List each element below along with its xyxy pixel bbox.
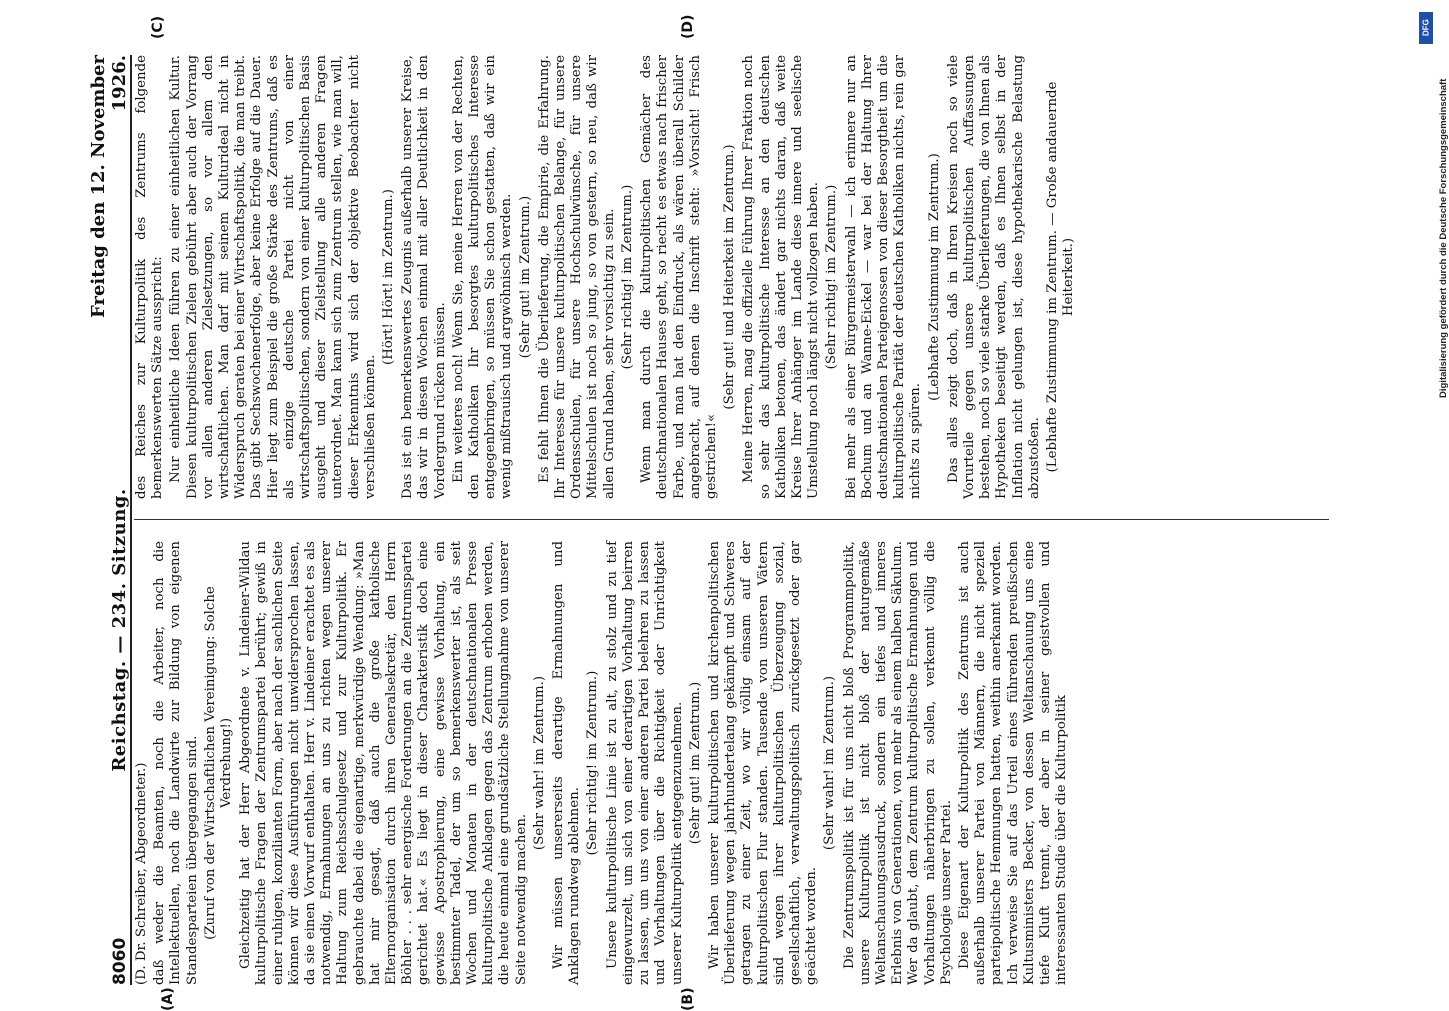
margin-marker-c: (C)	[150, 15, 166, 39]
paragraph: des Reiches zur Kulturpolitik des Zentrums folgende bemerkenswerten Sätze ausspricht:	[134, 55, 166, 499]
interjection: (Hört! Hört! im Zentrum.)	[381, 189, 397, 365]
session-date: Freitag den 12. November 1926.	[88, 55, 130, 318]
interjection: (Sehr gut! im Zentrum.)	[687, 681, 703, 845]
page-number: 8060	[110, 937, 130, 985]
paragraph: Nur einheitliche Ideen führen zu einer einheitlichen Kultur. Diesen kulturpolitischen Zielen gebührt aber auch der Vorrang vor allen anderen Zielsetzungen, so vor allem den wirtschaftlichen. Man darf mit seinem Kulturideal nicht in Widerspruch geraten bei einer Wirtschaftspolitik, die man treibt. Das gibt Sechswochenerfolge, aber keine Erfolge auf die Dauer. Hier liegt zum Beispiel die große Stärke des Zentrums, daß es als einzige deutsche Partei nicht von einer wirtschaftspolitischen, sondern von einer kulturpolitischen Basis ausgeht und dieser Zielstellung alle anderen Fragen unterordnet. Man kann sich zum Zentrum stellen, wie man will, dieser Erkenntnis wird sich der objektive Beobachter nicht verschließen können.	[168, 55, 378, 499]
text-column-right	[134, 55, 1080, 499]
paragraph: Das ist ein bemerkenswertes Zeugnis außerhalb unserer Kreise, das wir in diesen Wochen einmal mit aller Deutlichkeit in den Vordergrund rücken müssen.	[400, 55, 448, 499]
interjection: (Sehr gut! im Zentrum.)	[517, 195, 533, 359]
paragraph: Unsere kulturpolitische Linie ist zu alt, zu stolz und zu tief eingewurzelt, um sich von einer derartigen Vorhaltung beirren zu lassen, um uns von einer anderen Partei belehren zu lassen und Vorhaltungen über die Richtigkeit oder Unrichtigkeit unserer Kulturpolitik entgegenzunehmen.	[604, 541, 685, 985]
margin-marker-b: (B)	[680, 987, 696, 1011]
page-header	[90, 55, 132, 985]
margin-marker-a: (A)	[160, 987, 176, 1011]
paragraph: Wenn man durch die kulturpolitischen Gemächer des deutschnationalen Hauses geht, so riecht es etwas nach frischer Farbe, und man hat den Eindruck, als wären überall Schilder angebracht, auf denen die Inschrift steht: »Vorsicht! Frisch gestrichen!«	[639, 55, 719, 499]
interjection: (Sehr wahr! im Zentrum.)	[531, 675, 547, 851]
paragraph: (D. Dr. Schreiber, Abgeordneter.)	[134, 762, 149, 985]
paragraph: Ein weiteres noch! Wenn Sie, meine Herren von der Rechten, den Katholiken Ihr besorgtes kulturpolitisches Interesse entgegenbringen, so müssen Sie schon gestatten, daß wir ein wenig mißtrauisch und argwöhnisch werden.	[450, 55, 515, 499]
interjection: (Sehr richtig! im Zentrum.)	[824, 184, 840, 370]
interjection: (Sehr richtig! im Zentrum.)	[585, 670, 601, 856]
interjection: (Sehr gut! und Heiterkeit im Zentrum.)	[722, 144, 738, 410]
interjection: (Sehr richtig! im Zentrum.)	[619, 184, 635, 370]
margin-marker-d: (D)	[680, 14, 696, 39]
column-divider	[134, 519, 1329, 520]
funding-credit-text: Digitalisierung gefördert durch die Deutsche Forschungsgemeinschaft	[1438, 78, 1449, 398]
funding-credit	[1416, 8, 1449, 992]
interjection: (Zuruf von der Wirtschaftlichen Vereinigung: Solche Verdrehung!)	[202, 586, 235, 940]
rotated-document-page	[88, 14, 1335, 1011]
paragraph: Diese Eigenart der Kulturpolitik des Zentrums ist auch außerhalb unserer Partei von Männern, die nicht speziell parteipolitische Hemmungen hatten, weithin anerkannt worden. Ich verweise Sie auf das Urteil eines führenden preußischen Kultusministers Becker, von dessen Weltanschauung uns eine tiefe Kluft trennt, der aber in seiner geistvollen und interessanten Studie über die Kulturpolitik	[956, 541, 1070, 985]
paragraph: daß weder die Beamten, noch die Arbeiter, noch die Intellektuellen, noch die Landwirte zur Bildung von eigenen Standesparteien übergegangen sind.	[152, 541, 200, 985]
paragraph: Wir haben unserer kulturpolitischen und kirchenpolitischen Überlieferung wegen jahrhundertelang gekämpft und Schweres getragen zu einer Zeit, wo wir völlig einsam auf der kulturpolitischen Flur standen. Tausende von unseren Vätern sind wegen ihrer kulturpolitischen Überzeugung sozial, gesellschaftlich, verwaltungspolitisch zurückgesetzt oder gar geächtet worden.	[706, 541, 820, 985]
interjection: (Sehr wahr! im Zentrum.)	[822, 675, 838, 851]
text-column-left	[134, 541, 1072, 985]
dfg-logo: DFG	[1419, 12, 1433, 44]
paragraph: Das alles zeigt doch, daß in Ihren Kreisen noch so viele Vorurteile gegen unsere kulturpolitischen Auffassungen bestehen, noch so viele starke Überlieferungen, die von Ihnen als Hypotheken beseitigt werden, daß es Ihnen selbst in der Inflation nicht gelungen ist, diese hypothekarische Belastung abzustoßen.	[945, 55, 1042, 499]
paragraph: Die Zentrumspolitik ist für uns nicht bloß Programmpolitik, unsere Kulturpolitik ist nicht bloß der naturgemäße Weltanschauungsausdruck, sondern ein tiefes und inneres Erlebnis von Generationen, von mehr als einem halben Säkulum. Wer da glaubt, dem Zentrum kulturpolitische Ermahnungen und Vorhaltungen näherbringen zu sollen, verkennt völlig die Psychologie unserer Partei.	[841, 541, 954, 985]
paragraph: Meine Herren, mag die offizielle Führung Ihrer Fraktion noch so sehr das kulturpolitische Interesse an den deutschen Katholiken betonen, das ändert gar nichts daran, daß weite Kreise Ihrer Anhänger im Lande diese innere und seelische Umstellung noch längst nicht vollzogen haben.	[741, 55, 822, 499]
paragraph: Wir müssen unsererseits derartige Ermahnungen und Anklagen rundweg ablehnen.	[551, 541, 583, 985]
paragraph: Gleichzeitig hat der Herr Abgeordnete v. Lindeiner-Wildau kulturpolitische Fragen der Zentrumspartei berührt; gewiß in einer ruhigen, konzilianten Form, aber nach der sachlichen Seite können wir diese Ausführungen nicht unwidersprochen lassen, da sie einen Vorwurf enthalten. Herr v. Lindeiner erachtet es als notwendig, Ermahnungen an uns zu richten wegen unserer Haltung zum Reichsschulgesetz und zur Kulturpolitik. Er gebrauchte dabei die eigenartige, merkwürdige Wendung: »Man hat mir gesagt, daß auch die große katholische Elternorganisation durch ihren Generalsekretär, den Herrn Böhler . . . sehr energische Forderungen an die Zentrumspartei gerichtet hat.« Es liegt in dieser Charakteristik doch eine gewisse Apostrophierung, eine gewisse Vorhaltung, ein bestimmter Tadel, der um so bemerkenswerter ist, als seit Wochen und Monaten in der deutschnationalen Presse kulturpolitische Anklagen gegen das Zentrum erhoben werden, die heute einmal eine grundsätzliche Stellungnahme von unserer Seite notwendig machen.	[238, 541, 529, 985]
paragraph: Es fehlt Ihnen die Überlieferung, die Empirie, die Erfahrung. Ihr Interesse für unsere kulturpolitischen Belange, für unsere Ordensschulen, für unsere Hochschulwünsche, für unsere Mittelschulen ist noch so jung, so von gestern, so neu, daß wir allen Grund haben, sehr vorsichtig zu sein.	[536, 55, 617, 499]
interjection: (Lebhafte Zustimmung im Zentrum.)	[926, 153, 942, 401]
interjection: (Lebhafte Zustimmung im Zentrum. — Große andauernde Heiterkeit.)	[1044, 81, 1077, 473]
paragraph: Bei mehr als einer Bürgermeisterwahl — ich erinnere nur an Bochum und an Wanne-Eickel — war bei der Haltung Ihrer deutschnationalen Parteigenossen von dieser Besorgtheit um die kulturpolitische Parität der deutschen Katholiken nichts, rein gar nichts zu spüren.	[843, 55, 924, 499]
session-title: Reichstag. — 234. Sitzung.	[109, 488, 130, 772]
